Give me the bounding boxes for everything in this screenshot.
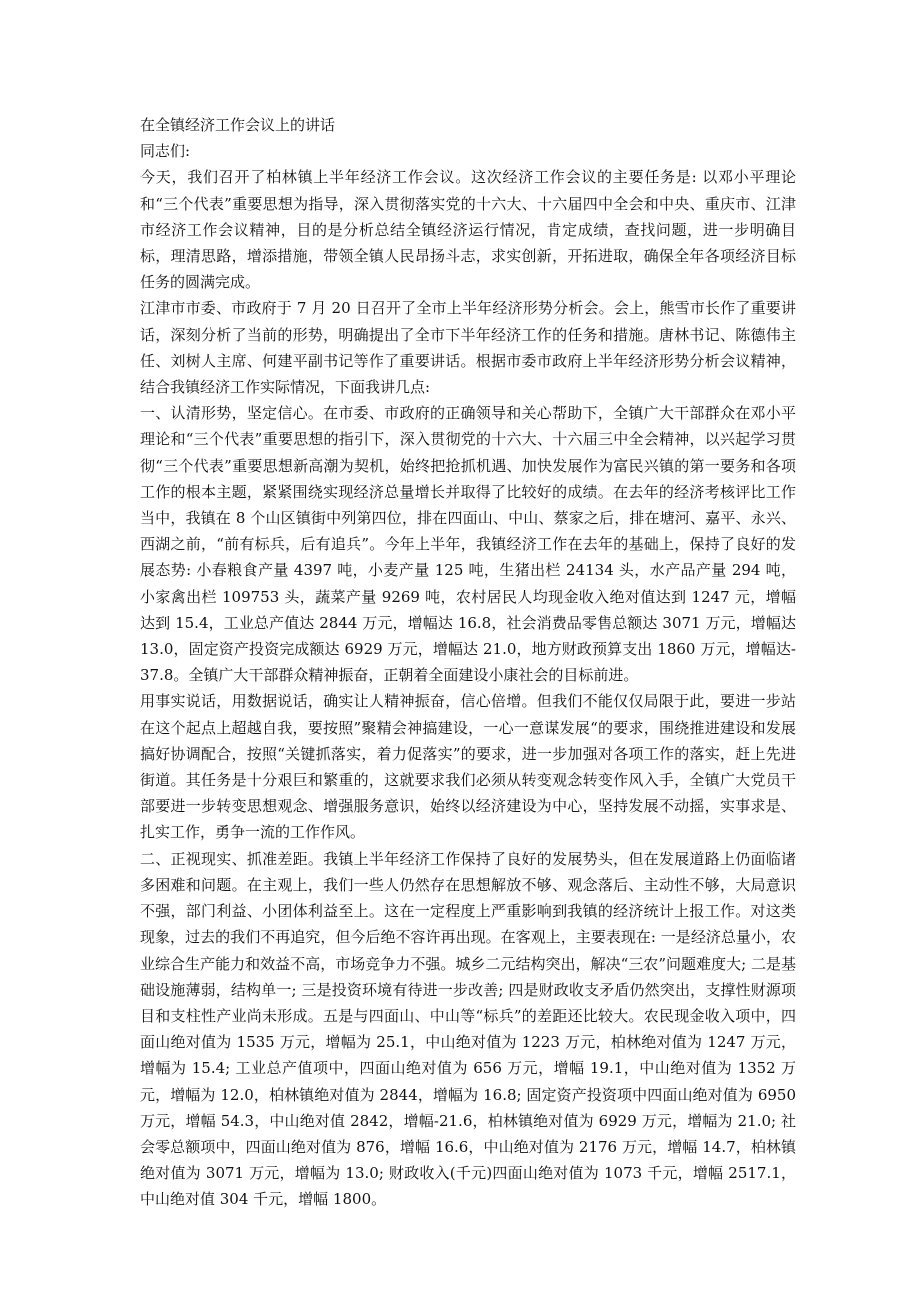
paragraph-facts-and-data: 用事实说话，用数据说话，确实让人精神振奋，信心倍增。但我们不能仅仅局限于此，要进一步站在这个起点上超越自我，要按照”聚精会神搞建设，一心一意谋发展“的要求，围绕推进建设和发展搞好协调配合，按照“关键抓落实，着力促落实”的要求，进一步加强对各项工作的落实，赶上先进街道。其任务是十分艰巨和繁重的，这就要求我们必须从转变观念转变作风入手，全镇广大党员干部要进一步转变思想观念、增强服务意识，始终以经济建设为中心，坚持发展不动摇，实事求是、扎实工作，勇争一流的工作作风。 — [140, 692, 796, 842]
salutation: 同志们: — [140, 142, 191, 161]
paragraph-section-one: 一、认清形势，坚定信心。在市委、市政府的正确领导和关心帮助下，全镇广大干部群众在邓小平理论和“三个代表”重要思想的指引下，深入贯彻党的十六大、十六届三中全会精神，以兴起学习贯彻“三个代表”重要思想新高潮为契机，始终把抢抓机遇、加快发展作为富民兴镇的第一要务和各项工作的根本主题，紧紧围绕实现经济总量增长并取得了比较好的成绩。在去年的经济考核评比工作当中，我镇在 8 个山区镇街中列第四位，排在四面山、中山、蔡家之后，排在塘河、嘉平、永兴、西湖之前，“前有标兵，后有追兵”。今年上半年，我镇经济工作在去年的基础上，保持了良好的发展态势: 小春粮食产量 4397 吨，小麦产量 125 吨，生猪出栏 24134 头，水产品产量 294 吨，小家禽出栏 109753 头，蔬菜产量 9269 吨，农村居民人均现金收入绝对值达到 1247 元，增幅达到 15.4，工业总产值达 2844 万元，增幅达 16.8，社会消费品零售总额达 3071 万元，增幅达 13.0，固定资产投资完成额达 6929 万元，增幅达 21.0，地方财政预算支出 1860 万元，增幅达-37.8。全镇广大干部群众精神振奋，正朝着全面建设小康社会的目标前进。 — [140, 404, 796, 685]
document-page — [140, 112, 796, 1213]
paragraph-city-meeting: 江津市市委、市政府于 7 月 20 日召开了全市上半年经济形势分析会。会上，熊雪市长作了重要讲话，深刻分析了当前的形势，明确提出了全市下半年经济工作的任务和措施。唐林书记、陈德伟主任、刘树人主席、何建平副书记等作了重要讲话。根据市委市政府上半年经济形势分析会议精神，结合我镇经济工作实际情况，下面我讲几点: — [140, 299, 796, 397]
paragraph-section-two: 二、正视现实、抓准差距。我镇上半年经济工作保持了良好的发展势头，但在发展道路上仍面临诸多困难和问题。在主观上，我们一些人仍然存在思想解放不够、观念落后、主动性不够，大局意识不强，部门利益、小团体利益至上。这在一定程度上严重影响到我镇的经济统计上报工作。对这类现象，过去的我们不再追究，但今后绝不容许再出现。在客观上，主要表现在: 一是经济总量小，农业综合生产能力和效益不高，市场竞争力不强。城乡二元结构突出，解决“三农”问题难度大; 二是基础设施薄弱，结构单一; 三是投资环境有待进一步改善; 四是财政收支矛盾仍然突出，支撑性财源项目和支柱性产业尚未形成。五是与四面山、中山等“标兵”的差距还比较大。农民现金收入项中，四面山绝对值为 1535 万元，增幅为 25.1，中山绝对值为 1223 万元，柏林绝对值为 1247 万元，增幅为 15.4; 工业总产值项中，四面山绝对值为 656 万元，增幅 19.1，中山绝对值为 1352 万元，增幅为 12.0，柏林镇绝对值为 2844，增幅为 16.8; 固定资产投资项中四面山绝对值为 6950 万元，增幅 54.3，中山绝对值 2842，增幅-21.6，柏林镇绝对值为 6929 万元，增幅为 21.0; 社会零总额项中，四面山绝对值为 876，增幅 16.6，中山绝对值为 2176 万元，增幅 14.7，柏林镇绝对值为 3071 万元，增幅为 13.0; 财政收入(千元)四面山绝对值为 1073 千元，增幅 2517.1，中山绝对值 304 千元，增幅 1800。 — [140, 849, 796, 1209]
paragraph-opening: 今天，我们召开了柏林镇上半年经济工作会议。这次经济工作会议的主要任务是: 以邓小平理论和“三个代表”重要思想为指导，深入贯彻落实党的十六大、十六届四中全会和中央、重庆市、江津市经济工作会议精神，目的是分析总结全镇经济运行情况，肯定成绩，查找问题，进一步明确目标，理清思路，增添措施，带领全镇人民昂扬斗志，求实创新，开拓进取，确保全年各项经济目标任务的圆满完成。 — [140, 168, 796, 292]
document-title: 在全镇经济工作会议上的讲话 — [140, 116, 336, 134]
